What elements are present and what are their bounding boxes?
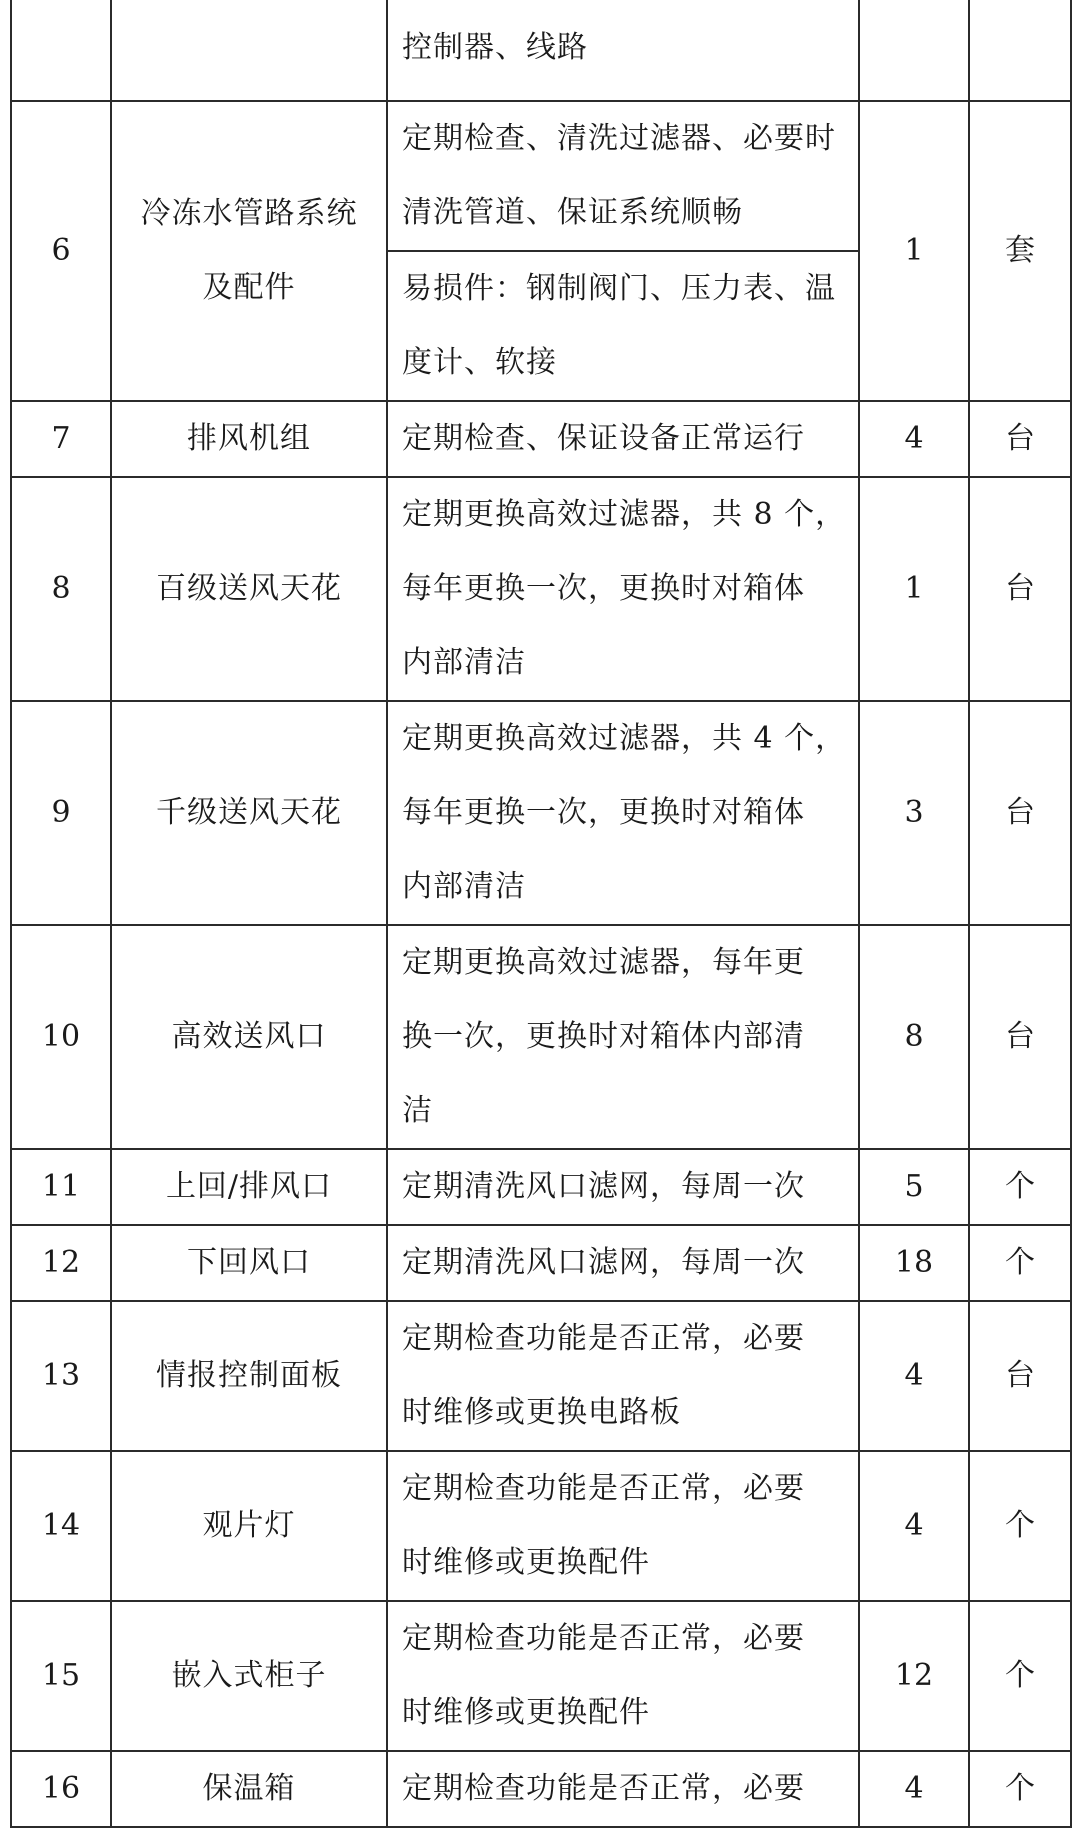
quantity: 8 bbox=[859, 925, 969, 1149]
maintenance-description-line: 定期检查功能是否正常，必要 bbox=[402, 1471, 805, 1506]
unit: 台 bbox=[969, 701, 1071, 925]
table-row bbox=[11, 1451, 1071, 1601]
item-name-line: 及配件 bbox=[202, 270, 296, 305]
maintenance-description-line: 定期检查功能是否正常，必要 bbox=[402, 1771, 805, 1806]
maintenance-description-line: 定期更换高效过滤器，每年更 bbox=[402, 945, 805, 980]
maintenance-description bbox=[387, 401, 859, 477]
maintenance-description-line: 每年更换一次，更换时对箱体 bbox=[402, 795, 805, 830]
item-name bbox=[111, 1451, 387, 1601]
maintenance-description-line: 控制器、线路 bbox=[402, 30, 588, 65]
maintenance-description-line: 定期更换高效过滤器，共 4 个， bbox=[402, 721, 847, 756]
item-name bbox=[111, 1601, 387, 1751]
item-name-line: 千级送风天花 bbox=[156, 795, 342, 830]
item-name bbox=[111, 1225, 387, 1301]
unit: 个 bbox=[969, 1225, 1071, 1301]
table-row bbox=[11, 701, 1071, 925]
maintenance-description-line: 易损件：钢制阀门、压力表、温 bbox=[402, 271, 836, 306]
maintenance-description-line: 内部清洁 bbox=[402, 645, 526, 680]
maintenance-description-line: 定期检查、清洗过滤器、必要时 bbox=[402, 121, 836, 156]
item-name-line: 下回风口 bbox=[187, 1245, 311, 1280]
row-number: 10 bbox=[11, 925, 111, 1149]
table-row bbox=[11, 1601, 1071, 1751]
maintenance-description-line: 定期清洗风口滤网，每周一次 bbox=[402, 1245, 805, 1280]
row-number: 14 bbox=[11, 1451, 111, 1601]
row-number: 11 bbox=[11, 1149, 111, 1225]
table-body bbox=[11, 0, 1071, 1827]
table-row bbox=[11, 1301, 1071, 1451]
maintenance-description bbox=[387, 701, 859, 925]
unit: 台 bbox=[969, 925, 1071, 1149]
unit: 个 bbox=[969, 1149, 1071, 1225]
quantity: 4 bbox=[859, 1451, 969, 1601]
item-name-line: 保温箱 bbox=[202, 1771, 296, 1806]
maintenance-description bbox=[387, 101, 859, 251]
quantity: 12 bbox=[859, 1601, 969, 1751]
maintenance-description-line: 度计、软接 bbox=[402, 345, 557, 380]
maintenance-description-line: 定期清洗风口滤网，每周一次 bbox=[402, 1169, 805, 1204]
maintenance-description-line: 内部清洁 bbox=[402, 869, 526, 904]
maintenance-description bbox=[387, 1451, 859, 1601]
quantity: 3 bbox=[859, 701, 969, 925]
unit: 套 bbox=[969, 101, 1071, 401]
maintenance-description bbox=[387, 1225, 859, 1301]
quantity: 1 bbox=[859, 477, 969, 701]
row-number: 13 bbox=[11, 1301, 111, 1451]
table-row bbox=[11, 0, 1071, 101]
maintenance-description-line: 定期检查功能是否正常，必要 bbox=[402, 1621, 805, 1656]
maintenance-description bbox=[387, 1301, 859, 1451]
unit: 个 bbox=[969, 1451, 1071, 1601]
unit: 台 bbox=[969, 401, 1071, 477]
row-number: 7 bbox=[11, 401, 111, 477]
table-row bbox=[11, 477, 1071, 701]
item-name-line: 观片灯 bbox=[202, 1508, 296, 1543]
maintenance-description-line: 时维修或更换配件 bbox=[402, 1545, 650, 1580]
maintenance-description bbox=[387, 1149, 859, 1225]
table-row bbox=[11, 1149, 1071, 1225]
table-row bbox=[11, 1751, 1071, 1827]
item-name bbox=[111, 1149, 387, 1225]
item-name-line: 高效送风口 bbox=[171, 1019, 327, 1054]
item-name-line: 百级送风天花 bbox=[156, 571, 342, 606]
maintenance-description bbox=[387, 251, 859, 401]
maintenance-description bbox=[387, 1601, 859, 1751]
maintenance-description-line: 定期检查、保证设备正常运行 bbox=[402, 421, 805, 456]
unit: 个 bbox=[969, 1601, 1071, 1751]
maintenance-description-line: 清洗管道、保证系统顺畅 bbox=[402, 195, 743, 230]
maintenance-description bbox=[387, 1751, 859, 1827]
item-name bbox=[111, 0, 387, 101]
item-name-line: 冷冻水管路系统 bbox=[140, 196, 358, 231]
table-row bbox=[11, 1225, 1071, 1301]
row-number: 6 bbox=[11, 101, 111, 401]
quantity bbox=[859, 0, 969, 101]
maintenance-description bbox=[387, 0, 859, 101]
item-name bbox=[111, 1301, 387, 1451]
row-number: 16 bbox=[11, 1751, 111, 1827]
maintenance-description-line: 每年更换一次，更换时对箱体 bbox=[402, 571, 805, 606]
maintenance-description-line: 时维修或更换电路板 bbox=[402, 1395, 681, 1430]
row-number: 15 bbox=[11, 1601, 111, 1751]
table-row bbox=[11, 925, 1071, 1149]
maintenance-table bbox=[10, 0, 1072, 1828]
quantity: 4 bbox=[859, 401, 969, 477]
table-row bbox=[11, 101, 1071, 251]
maintenance-description-line: 洁 bbox=[402, 1093, 433, 1128]
quantity: 18 bbox=[859, 1225, 969, 1301]
row-number: 12 bbox=[11, 1225, 111, 1301]
item-name bbox=[111, 101, 387, 401]
maintenance-description-line: 时维修或更换配件 bbox=[402, 1695, 650, 1730]
table-row bbox=[11, 401, 1071, 477]
maintenance-description-line: 定期更换高效过滤器，共 8 个， bbox=[402, 497, 847, 532]
unit bbox=[969, 0, 1071, 101]
quantity: 5 bbox=[859, 1149, 969, 1225]
item-name-line: 上回/排风口 bbox=[165, 1169, 333, 1204]
quantity: 1 bbox=[859, 101, 969, 401]
maintenance-description-line: 定期检查功能是否正常，必要 bbox=[402, 1321, 805, 1356]
item-name bbox=[111, 701, 387, 925]
quantity: 4 bbox=[859, 1301, 969, 1451]
quantity: 4 bbox=[859, 1751, 969, 1827]
unit: 个 bbox=[969, 1751, 1071, 1827]
item-name-line: 嵌入式柜子 bbox=[171, 1658, 327, 1693]
unit: 台 bbox=[969, 477, 1071, 701]
item-name bbox=[111, 925, 387, 1149]
unit: 台 bbox=[969, 1301, 1071, 1451]
item-name bbox=[111, 401, 387, 477]
item-name-line: 情报控制面板 bbox=[156, 1358, 342, 1393]
maintenance-description bbox=[387, 925, 859, 1149]
maintenance-description-line: 换一次，更换时对箱体内部清 bbox=[402, 1019, 805, 1054]
row-number: 9 bbox=[11, 701, 111, 925]
maintenance-description bbox=[387, 477, 859, 701]
item-name-line: 排风机组 bbox=[187, 421, 311, 456]
item-name bbox=[111, 1751, 387, 1827]
row-number: 8 bbox=[11, 477, 111, 701]
row-number bbox=[11, 0, 111, 101]
item-name bbox=[111, 477, 387, 701]
